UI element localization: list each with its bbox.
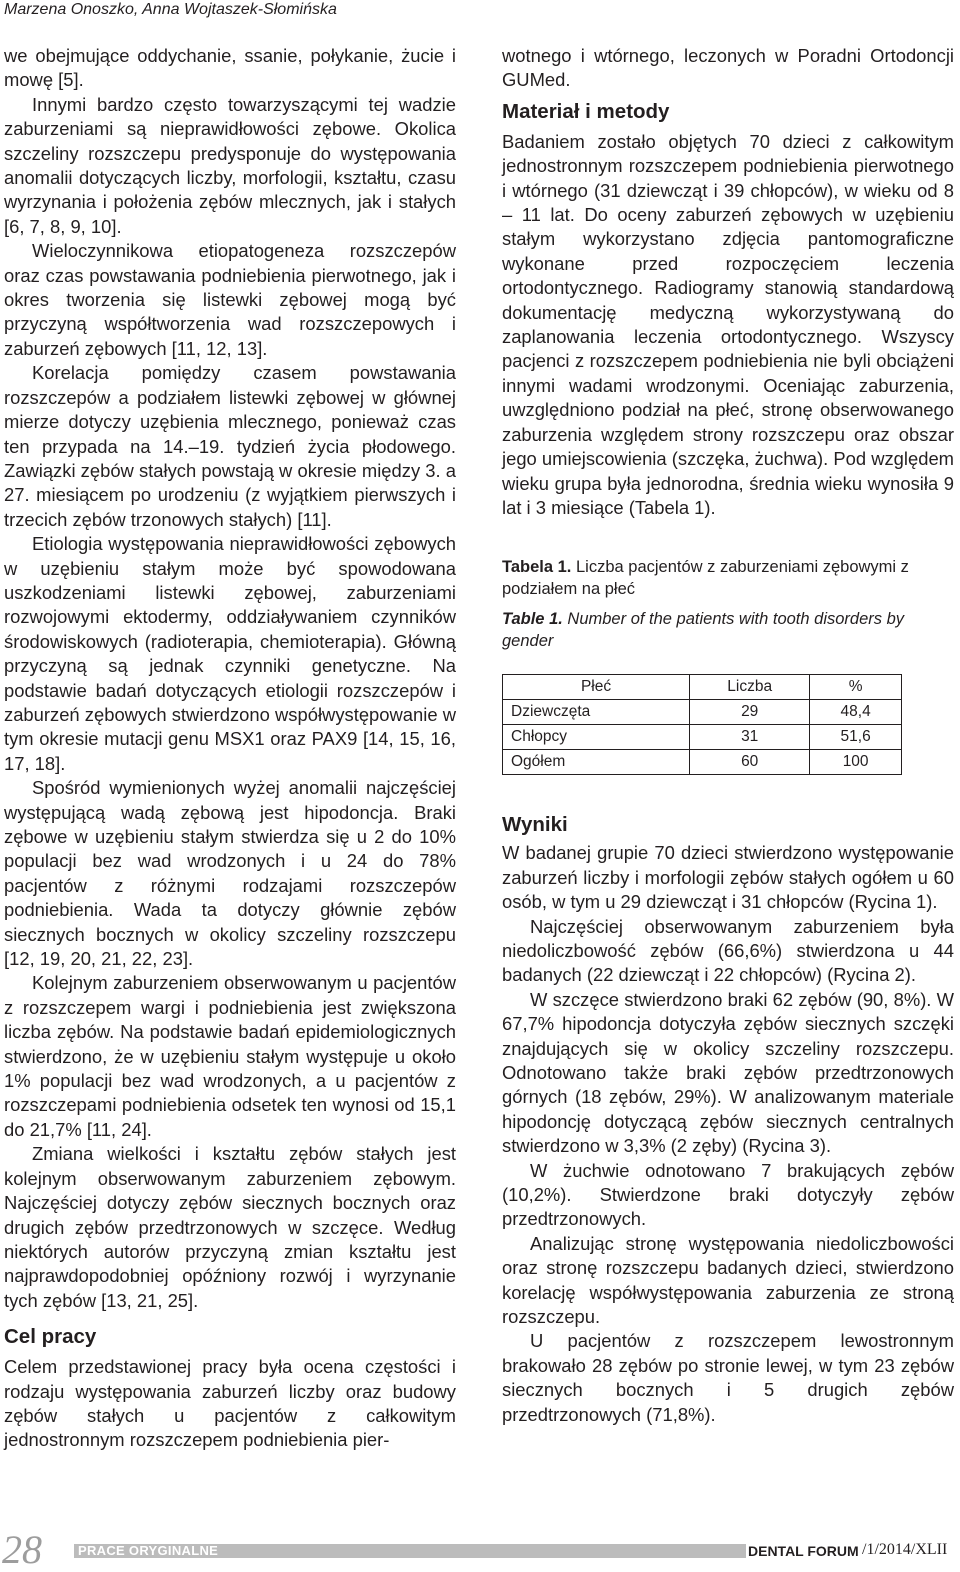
table-cell: 60 — [690, 750, 810, 775]
section-heading-methods: Materiał i metody — [502, 99, 670, 123]
paragraph: Kolejnym zaburzeniem obserwowanym u pacjentów z rozszczepem wargi i podniebienia jest zwiększona liczba zębów. Na podstawie badań epidemiologicznych stwierdzono, że w uzębieniu stałym występuje u około 1% populacji bez wad wrodzonych, a u pacjentów z rozszczepami podniebienia odsetek ten wynosi od 15,1 do 21,7% [11, 24]. — [4, 972, 456, 1140]
table-row — [503, 725, 902, 750]
table-header-cell: Liczba — [690, 675, 810, 700]
table-cell: Chłopcy — [503, 725, 690, 750]
table-cell: 100 — [810, 750, 902, 775]
data-table — [502, 674, 902, 775]
section-heading-results: Wyniki — [502, 813, 568, 837]
paragraph: W żuchwie odnotowano 7 brakujących zębów (10,2%). Stwierdzone braki dotyczyły zębów przedtrzonowych. — [502, 1159, 954, 1230]
paragraph: Innymi bardzo często towarzyszącymi tej wadzie zaburzeniami są nieprawidłowości zębowe. Okolica szczeliny rozszczepu predysponuje do występowania anomalii dotyczących liczby, morfologii, kształtu, czasu wyrzynania i położenia zębów mlecznych, jak i stałych [6, 7, 8, 9, 10]. — [4, 93, 456, 237]
left-column — [4, 44, 456, 1453]
table-row — [503, 700, 902, 725]
paragraph: Najczęściej obserwowanym zaburzeniem była niedoliczbowość zębów (66,6%) stwierdzona u 44 badanych (22 dziewcząt i 22 chłopców) (Rycina 2). — [502, 915, 954, 986]
paragraph: U pacjentów z rozszczepem lewostronnym brakowało 28 zębów po stronie lewej, w tym 23 zębów siecznych bocznych i 5 drugich zębów przedtrzonowych (71,8%). — [502, 1330, 954, 1425]
table-cell: 29 — [690, 700, 810, 725]
table-cell: 31 — [690, 725, 810, 750]
paragraph: Wieloczynnikowa etiopatogeneza rozszczepów oraz czas powstawania podniebienia pierwotnego, jak i okres tworzenia się listewki zębowej mogą być przyczyną współtworzenia wad rozszczepowych i zaburzeń zębowych [11, 12, 13]. — [4, 240, 456, 359]
paragraph: we obejmujące oddychanie, ssanie, połykanie, żucie i mowę [5]. — [4, 45, 456, 91]
journal-name: DENTAL FORUM — [748, 1543, 859, 1559]
table-cell: Dziewczęta — [503, 700, 690, 725]
paragraph: W szczęce stwierdzono braki 62 zębów (90, 8%). W 67,7% hipodoncja dotyczyła zębów siecznych szczęki znajdujących się w okolicy szczeliny rozszczepu. Odnotowano także braki zębów przedtrzonowych górnych (18 zębów, 29%). W analizowanym materiale hipodoncję dotyczącą zębów siecznych centralnych stwierdzono w 3,3% (2 zęby) (Rycina 3). — [502, 988, 954, 1157]
paragraph: Zmiana wielkości i kształtu zębów stałych jest kolejnym obserwowanym zaburzeniem zębowym. Najczęściej dotyczy zębów siecznych bocznych oraz drugich zębów przedtrzonowych w szczęce. Według niektórych autorów przyczyną zmian kształtu jest najprawdopodobniej opóźniony rozwój i wyrzynanie tych zębów [13, 21, 25]. — [4, 1143, 456, 1311]
journal-issue: /1/2014/XLII — [862, 1541, 948, 1558]
running-header-authors: Marzena Onoszko, Anna Wojtaszek-Słomińska — [4, 1, 337, 18]
paragraph: Analizując stronę występowania niedoliczbowości oraz stronę rozszczepu badanych dzieci, stwierdzono korelację współwystępowania zaburzenia ze stroną rozszczepu. — [502, 1232, 954, 1328]
table-caption-label: Tabela 1. — [502, 558, 572, 577]
table-caption-label: Table 1. — [502, 610, 563, 629]
paragraph: W badanej grupie 70 dzieci stwierdzono występowanie zaburzeń liczby i morfologii zębów stałych ogółem u 60 osób, w tym u 29 dziewcząt i 31 chłopców (Rycina 1). — [502, 842, 954, 913]
page-number: 28 — [2, 1527, 42, 1572]
paragraph: wotnego i wtórnego, leczonych w Poradni Ortodoncji GUMed. — [502, 45, 954, 91]
page-footer — [0, 1528, 960, 1570]
right-column — [502, 44, 954, 1427]
table-cell: 51,6 — [810, 725, 902, 750]
table-caption-text: Number of the patients with tooth disorders by gender — [502, 610, 905, 651]
section-heading-aim: Cel pracy — [4, 1325, 97, 1349]
paragraph: Celem przedstawionej pracy była ocena częstości i rodzaju występowania zaburzeń liczby oraz budowy zębów stałych u pacjentów z całkowitym jednostronnym rozszczepem podniebienia pier- — [4, 1356, 456, 1451]
table-cell: Ogółem — [503, 750, 690, 775]
paragraph: Badaniem zostało objętych 70 dzieci z całkowitym jednostronnym rozszczepem podniebienia pierwotnego i wtórnego (31 dziewcząt i 39 chłopców), w wieku od 8 – 11 lat. Do oceny zaburzeń zębowych w uzębieniu stałym wykorzystano zdjęcia pantomograficzne wykonane przed rozpoczęciem leczenia ortodontycznego. Radiogramy stanowią standardową dokumentację medyczną wykorzystywaną do zaplanowania leczenia ortodontycznego. Wszyscy pacjenci z rozszczepem podniebienia nie byli obciążeni innymi wadami wrodzonymi. Oceniając zaburzenia, uwzględniono podział na płeć, stronę obserwowanego zaburzenia względem strony rozszczepu oraz obszar jego umiejscowienia (szczęka, żuchwa). Pod względem wieku grupa była jednorodna, średnia wieku wynosiła 9 lat i 3 miesiące (Tabela 1). — [502, 130, 954, 518]
table-cell: 48,4 — [810, 700, 902, 725]
table-caption-text: Liczba pacjentów z zaburzeniami zębowymi z podziałem na płeć — [502, 558, 909, 599]
table-header-cell: Płeć — [503, 675, 690, 700]
table-header-row — [503, 675, 902, 700]
table-header-cell: % — [810, 675, 902, 700]
table-row — [503, 750, 902, 775]
table-caption-pl — [502, 556, 954, 600]
paragraph: Korelacja pomiędzy czasem powstawania rozszczepów a podziałem listewki zębowej w głównej mierze dotyczy uzębienia mlecznego, ponieważ czas ten przypada na 14.–19. tydzień życia płodowego. Zawiązki zębów stałych powstają w okresie między 3. a 27. miesiącem po urodzeniu (z wyjątkiem pierwszych i trzecich zębów trzonowych stałych) [11]. — [4, 362, 456, 530]
paragraph: Etiologia występowania nieprawidłowości zębowych w uzębieniu stałym może być spowodowana uszkodzeniami listewki zębowej, zaburzeniami rozwojowymi ektodermy, oddziaływaniem czynników środowiskowych (radioterapia, chemioterapia). Główną przyczyną są jednak czynniki genetyczne. Na podstawie badań dotyczących etiologii rozszczepów i zaburzeń zębowych stwierdzono współwystępowanie w tym okresie mutacji genu MSX1 oraz PAX9 [14, 15, 16, 17, 18]. — [4, 533, 456, 774]
section-label: PRACE ORYGINALNE — [78, 1543, 219, 1558]
paragraph: Spośród wymienionych wyżej anomalii najczęściej występującą wadą zębową jest hipodoncja. Braki zębowe w uzębieniu stałym stwierdza się u 2 do 10% populacji bez wad wrodzonych i u 24 do 78% pacjentów z różnymi rodzajami rozszczepów podniebienia. Wada ta dotyczy głównie zębów siecznych bocznych w okolicy szczeliny rozszczepu [12, 19, 20, 21, 22, 23]. — [4, 777, 456, 970]
table-caption-en — [502, 608, 954, 652]
